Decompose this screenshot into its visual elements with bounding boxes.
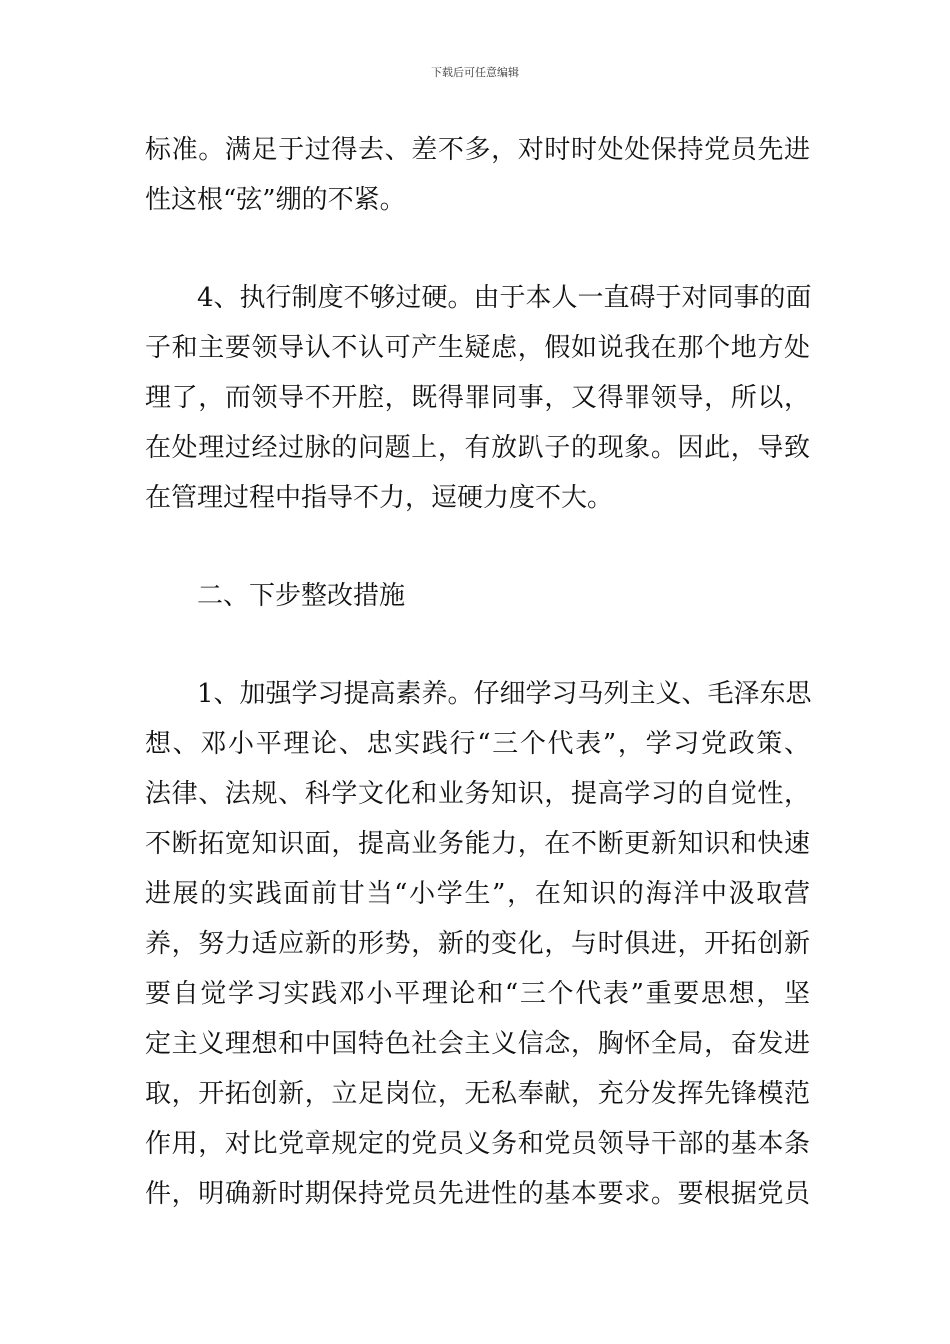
page-header-note: 下载后可任意编辑 <box>431 66 519 79</box>
text-line: 作用，对比党章规定的党员义务和党员领导干部的基本条 <box>145 1129 810 1159</box>
paragraph-item-1 <box>145 669 810 1219</box>
section-heading <box>145 571 810 621</box>
document-body <box>145 125 810 1219</box>
text-line: 在处理过经过脉的问题上，有放趴子的现象。因此，导致 <box>145 433 810 463</box>
text-line: 标准。满足于过得去、差不多，对时时处处保持党员先进 <box>145 135 810 165</box>
paragraph-continuation <box>145 125 810 225</box>
text-line: 理了，而领导不开腔，既得罪同事，又得罪领导，所以， <box>145 383 810 413</box>
text-line: 件，明确新时期保持党员先进性的基本要求。要根据党员 <box>145 1179 810 1209</box>
text-line: 性这根“弦”绷的不紧。 <box>145 185 406 215</box>
section-heading-text: 二、下步整改措施 <box>197 581 406 611</box>
text-line: 定主义理想和中国特色社会主义信念，胸怀全局，奋发进 <box>145 1029 810 1059</box>
text-line: 想、邓小平理论、忠实践行“三个代表”，学习党政策、 <box>145 729 810 759</box>
paragraph-item-4 <box>145 273 810 523</box>
text-line: 要自觉学习实践邓小平理论和“三个代表”重要思想，坚 <box>145 979 810 1009</box>
text-line: 法律、法规、科学文化和业务知识，提高学习的自觉性， <box>145 779 810 809</box>
text-line: 1、加强学习提高素养。仔细学习马列主义、毛泽东思 <box>197 679 812 709</box>
text-line: 养，努力适应新的形势，新的变化，与时俱进，开拓创新 <box>145 929 810 959</box>
text-line: 4、执行制度不够过硬。由于本人一直碍于对同事的面 <box>197 283 812 313</box>
text-line: 子和主要领导认不认可产生疑虑，假如说我在那个地方处 <box>145 333 810 363</box>
text-line: 取，开拓创新，立足岗位，无私奉献，充分发挥先锋模范 <box>145 1079 810 1109</box>
text-line: 进展的实践面前甘当“小学生”，在知识的海洋中汲取营 <box>145 879 810 909</box>
text-line: 不断拓宽知识面，提高业务能力，在不断更新知识和快速 <box>145 829 810 859</box>
text-line: 在管理过程中指导不力，逗硬力度不大。 <box>145 483 614 513</box>
